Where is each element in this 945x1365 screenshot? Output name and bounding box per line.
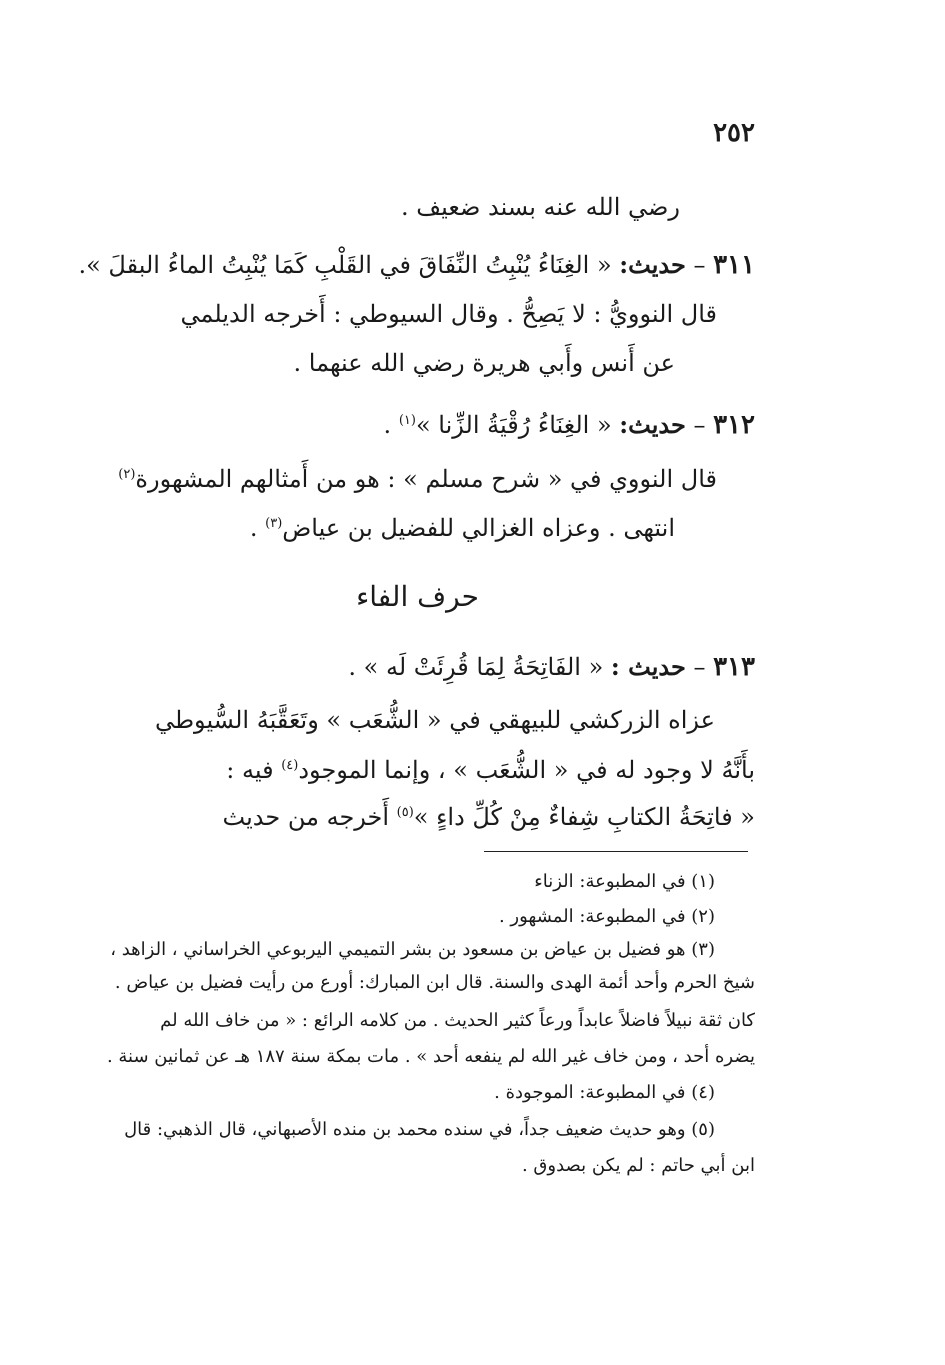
footnote-ref: (١)	[398, 413, 416, 428]
commentary-text: قال النووي في « شرح مسلم » : هو من أَمثالهم المشهورة	[135, 465, 717, 493]
hadith-312-heading: ٣١٢ – حديث: « الغِنَاءُ رُقْيَةُ الزِّنا »$^{(١)}$ .	[383, 410, 755, 440]
commentary-text: انتهى . وعزاه الغزالي للفضيل بن عياض	[282, 514, 675, 542]
hadith-312-commentary-line-2	[250, 511, 675, 545]
footnote-5-line-2: ابن أبي حاتم : لم يكن بصدوق .	[521, 1155, 755, 1176]
hadith-label: حديث :	[610, 652, 686, 681]
page-number: ٢٥٢	[713, 118, 755, 148]
footnote-1: (١) في المطبوعة: الزناء	[534, 871, 715, 892]
hadith-313-commentary-line-2	[226, 753, 755, 787]
footnote-3-line-1: (٣) هو فضيل بن عياض بن مسعود بن بشر التميمي اليربوعي الخراساني ، الزاهد ،	[110, 939, 715, 960]
footnote-divider	[484, 851, 748, 852]
hadith-313-heading: ٣١٣ – حديث : « الفَاتِحَةُ لِمَا قُرِئَتْ لَه » .	[348, 652, 755, 682]
hadith-312-commentary-line-1	[118, 462, 717, 496]
hadith-311-heading: ٣١١ – حديث: « الغِنَاءُ يُنْبِتُ النِّفَاقَ في القَلْبِ كَمَا يُنْبِتُ الماءُ البقلَ ».	[78, 250, 755, 280]
footnote-4: (٤) في المطبوعة: الموجودة .	[494, 1082, 715, 1103]
hadith-text: « الغِنَاءُ يُنْبِتُ النِّفَاقَ في القَلْبِ كَمَا يُنْبِتُ الماءُ البقلَ ».	[78, 251, 612, 279]
footnote-ref: (٢)	[118, 467, 136, 482]
commentary-text: بأَنَّهُ لا وجود له في « الشُّعَب » ، وإنما الموجود	[298, 756, 755, 784]
commentary-text: فيه :	[226, 756, 282, 784]
hadith-number: ٣١١	[713, 250, 755, 280]
footnote-2: (٢) في المطبوعة: المشهور .	[498, 906, 715, 927]
hadith-text: « الغِنَاءُ رُقْيَةُ الزِّنا »	[415, 411, 612, 439]
hadith-number: ٣١٢	[713, 410, 755, 440]
commentary-text: « فاتِحَةُ الكتابِ شِفاءٌ مِنْ كُلِّ داءٍ »	[413, 803, 755, 831]
commentary-text: أَخرجه من حديث	[222, 803, 397, 831]
footnote-ref: (٥)	[396, 805, 414, 820]
footnote-3-line-3: كان ثقة نبيلاً فاضلاً عابداً ورعاً كثير الحديث . من كلامه الرائع : « من خاف الله لم	[160, 1010, 755, 1031]
hadith-label: حديث:	[619, 410, 686, 439]
footnote-ref: (٣)	[265, 516, 283, 531]
footnote-ref: (٤)	[281, 758, 299, 773]
section-heading: حرف الفاء	[356, 580, 479, 613]
hadith-313-commentary-line-3	[223, 800, 755, 834]
hadith-311-commentary-line-2: عن أَنس وأَبي هريرة رضي الله عنهما .	[293, 349, 675, 377]
hadith-label: حديث:	[619, 250, 686, 279]
continuation-line: رضي الله عنه بسند ضعيف .	[401, 193, 680, 221]
hadith-311-commentary-line-1: قال النوويُّ : لا يَصِحُّ . وقال السيوطي : أَخرجه الديلمي	[180, 300, 717, 328]
footnote-3-line-4: يضره أحد ، ومن خاف غير الله لم ينفعه أحد » . مات بمكة سنة ١٨٧ هـ عن ثمانين سنة .	[106, 1046, 755, 1067]
hadith-text: « الفَاتِحَةُ لِمَا قُرِئَتْ لَه » .	[348, 653, 604, 681]
line-end: .	[249, 514, 266, 542]
hadith-number: ٣١٣	[713, 652, 755, 682]
hadith-313-commentary-line-1: عزاه الزركشي للبيهقي في « الشُّعَب » وتَعَقَّبَهُ السُّيوطي	[154, 706, 715, 734]
footnote-3-line-2: شيخ الحرم وأحد أئمة الهدى والسنة. قال ابن المبارك: أورع من رأيت فضيل بن عياض .	[114, 972, 755, 993]
footnote-5-line-1: (٥) وهو حديث ضعيف جداً، في سنده محمد بن منده الأصبهاني، قال الذهبي: قال	[124, 1119, 715, 1140]
hadith-end: .	[383, 411, 399, 439]
